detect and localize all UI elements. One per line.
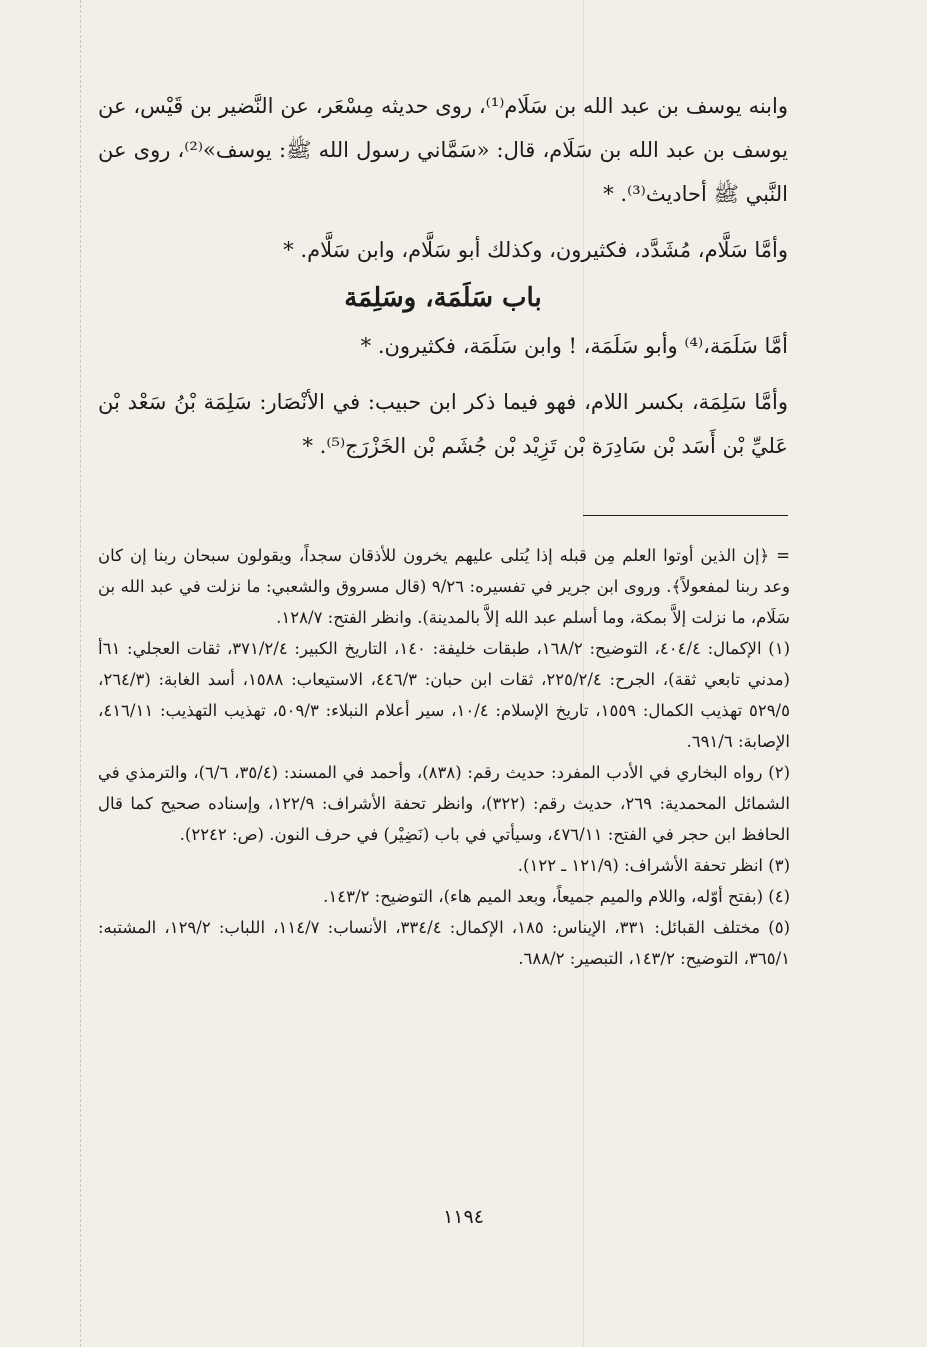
paragraph-salima: وأمَّا سَلِمَة، بكسر اللام، فهو فيما ذكر ابن حبيب: في الأنْصَار: سَلِمَة بْنُ سَعْد بْن عَليِّ بْن أَسَد بْن سَادِرَة بْن تَزِيْد بْن جُشَم بْن الخَزْرَج⁽⁵⁾. * (98, 390, 788, 458)
section-heading: باب سَلَمَة، وسَلِمَة (344, 283, 542, 313)
footnote-3: (٣) انظر تحفة الأشراف: (١٢١/٩ ـ ١٢٢). (517, 856, 790, 875)
footnote-4: (٤) (بفتح أوّله، واللام والميم جميعاً، وبعد الميم هاء)، التوضيح: ١٤٣/٢. (323, 887, 790, 906)
main-text (98, 84, 788, 468)
footnotes (98, 540, 790, 974)
paragraph-salama: أمَّا سَلَمَة،⁽⁴⁾ وأبو سَلَمَة، ! وابن سَلَمَة، فكثيرون. * (360, 334, 788, 358)
footnote-2: (٢) رواه البخاري في الأدب المفرد: حديث رقم: (٨٣٨)، وأحمد في المسند: (٣٥/٤، ٦/٦)، والترمذي في الشمائل المحمدية: ٢٦٩، حديث رقم: (٣٢٢)، وانظر تحفة الأشراف: ١٢٢/٩، وإسناده صحيح كما قال الحافظ ابن حجر في الفتح: ٤٧٦/١١، وسيأتي في باب (نَضِيْر) في حرف النون. (ص: ٢٢٤٢). (98, 763, 790, 844)
paragraph-sallam: وأمَّا سَلَّام، مُشَدَّد، فكثيرون، وكذلك أبو سَلَّام، وابن سَلَّام. * (283, 238, 788, 262)
footnote-5: (٥) مختلف القبائل: ٣٣١، الإيناس: ١٨٥، الإكمال: ٣٣٤/٤، الأنساب: ١١٤/٧، اللباب: ١٢٩/٢، المشتبه: ٣٦٥/١، التوضيح: ١٤٣/٢، التبصير: ٦٨٨/٢. (98, 918, 791, 968)
footnote-1: (١) الإكمال: ٤٠٤/٤، التوضيح: ١٦٨/٢، طبقات خليفة: ١٤٠، التاريخ الكبير: ٣٧١/٢/٤، ثقات العجلي: ٦١أ (مدني تابعي ثقة)، الجرح: ٢٢٥/٢/٤، ثقات ابن حبان: ٤٤٦/٣، الاستيعاب: ١٥٨٨، أسد الغابة: (٢٦٤/٣، ٥٢٩/٥ تهذيب الكمال: ١٥٥٩، تاريخ الإسلام: ١٠/٤، سير أعلام النبلاء: ٥٠٩/٣، تهذيب التهذيب: ٤١٦/١١، الإصابة: ٦٩١/٦. (98, 639, 790, 751)
footnote-continuation: = ﴿إن الذين أوتوا العلم مِن قبله إذا يُتلى عليهم يخرون للأذقان سجداً، ويقولون سبحان ربنا إن كان وعد ربنا لمفعولاً﴾. وروى ابن جرير في تفسيره: ٩/٢٦ (قال مسروق والشعبي: ما نزلت في عبد الله بن سَلَام، ما نزلت إلاَّ بمكة، وما أسلم عبد الله إلاَّ بالمدينة). وانظر الفتح: ١٢٨/٧. (98, 546, 790, 627)
page-fold-line (80, 0, 81, 1347)
page-number: ١١٩٤ (443, 1206, 484, 1228)
footnote-separator (583, 515, 788, 516)
paragraph-yusuf: وابنه يوسف بن عبد الله بن سَلَام⁽¹⁾، روى حديثه مِسْعَر، عن النَّضير بن قَيْس، عن يوسف بن عبد الله بن سَلَام، قال: «سَمَّاني رسول الله ﷺ: يوسف»⁽²⁾، روى عن النَّبي ﷺ أحاديث⁽³⁾. * (98, 94, 788, 206)
